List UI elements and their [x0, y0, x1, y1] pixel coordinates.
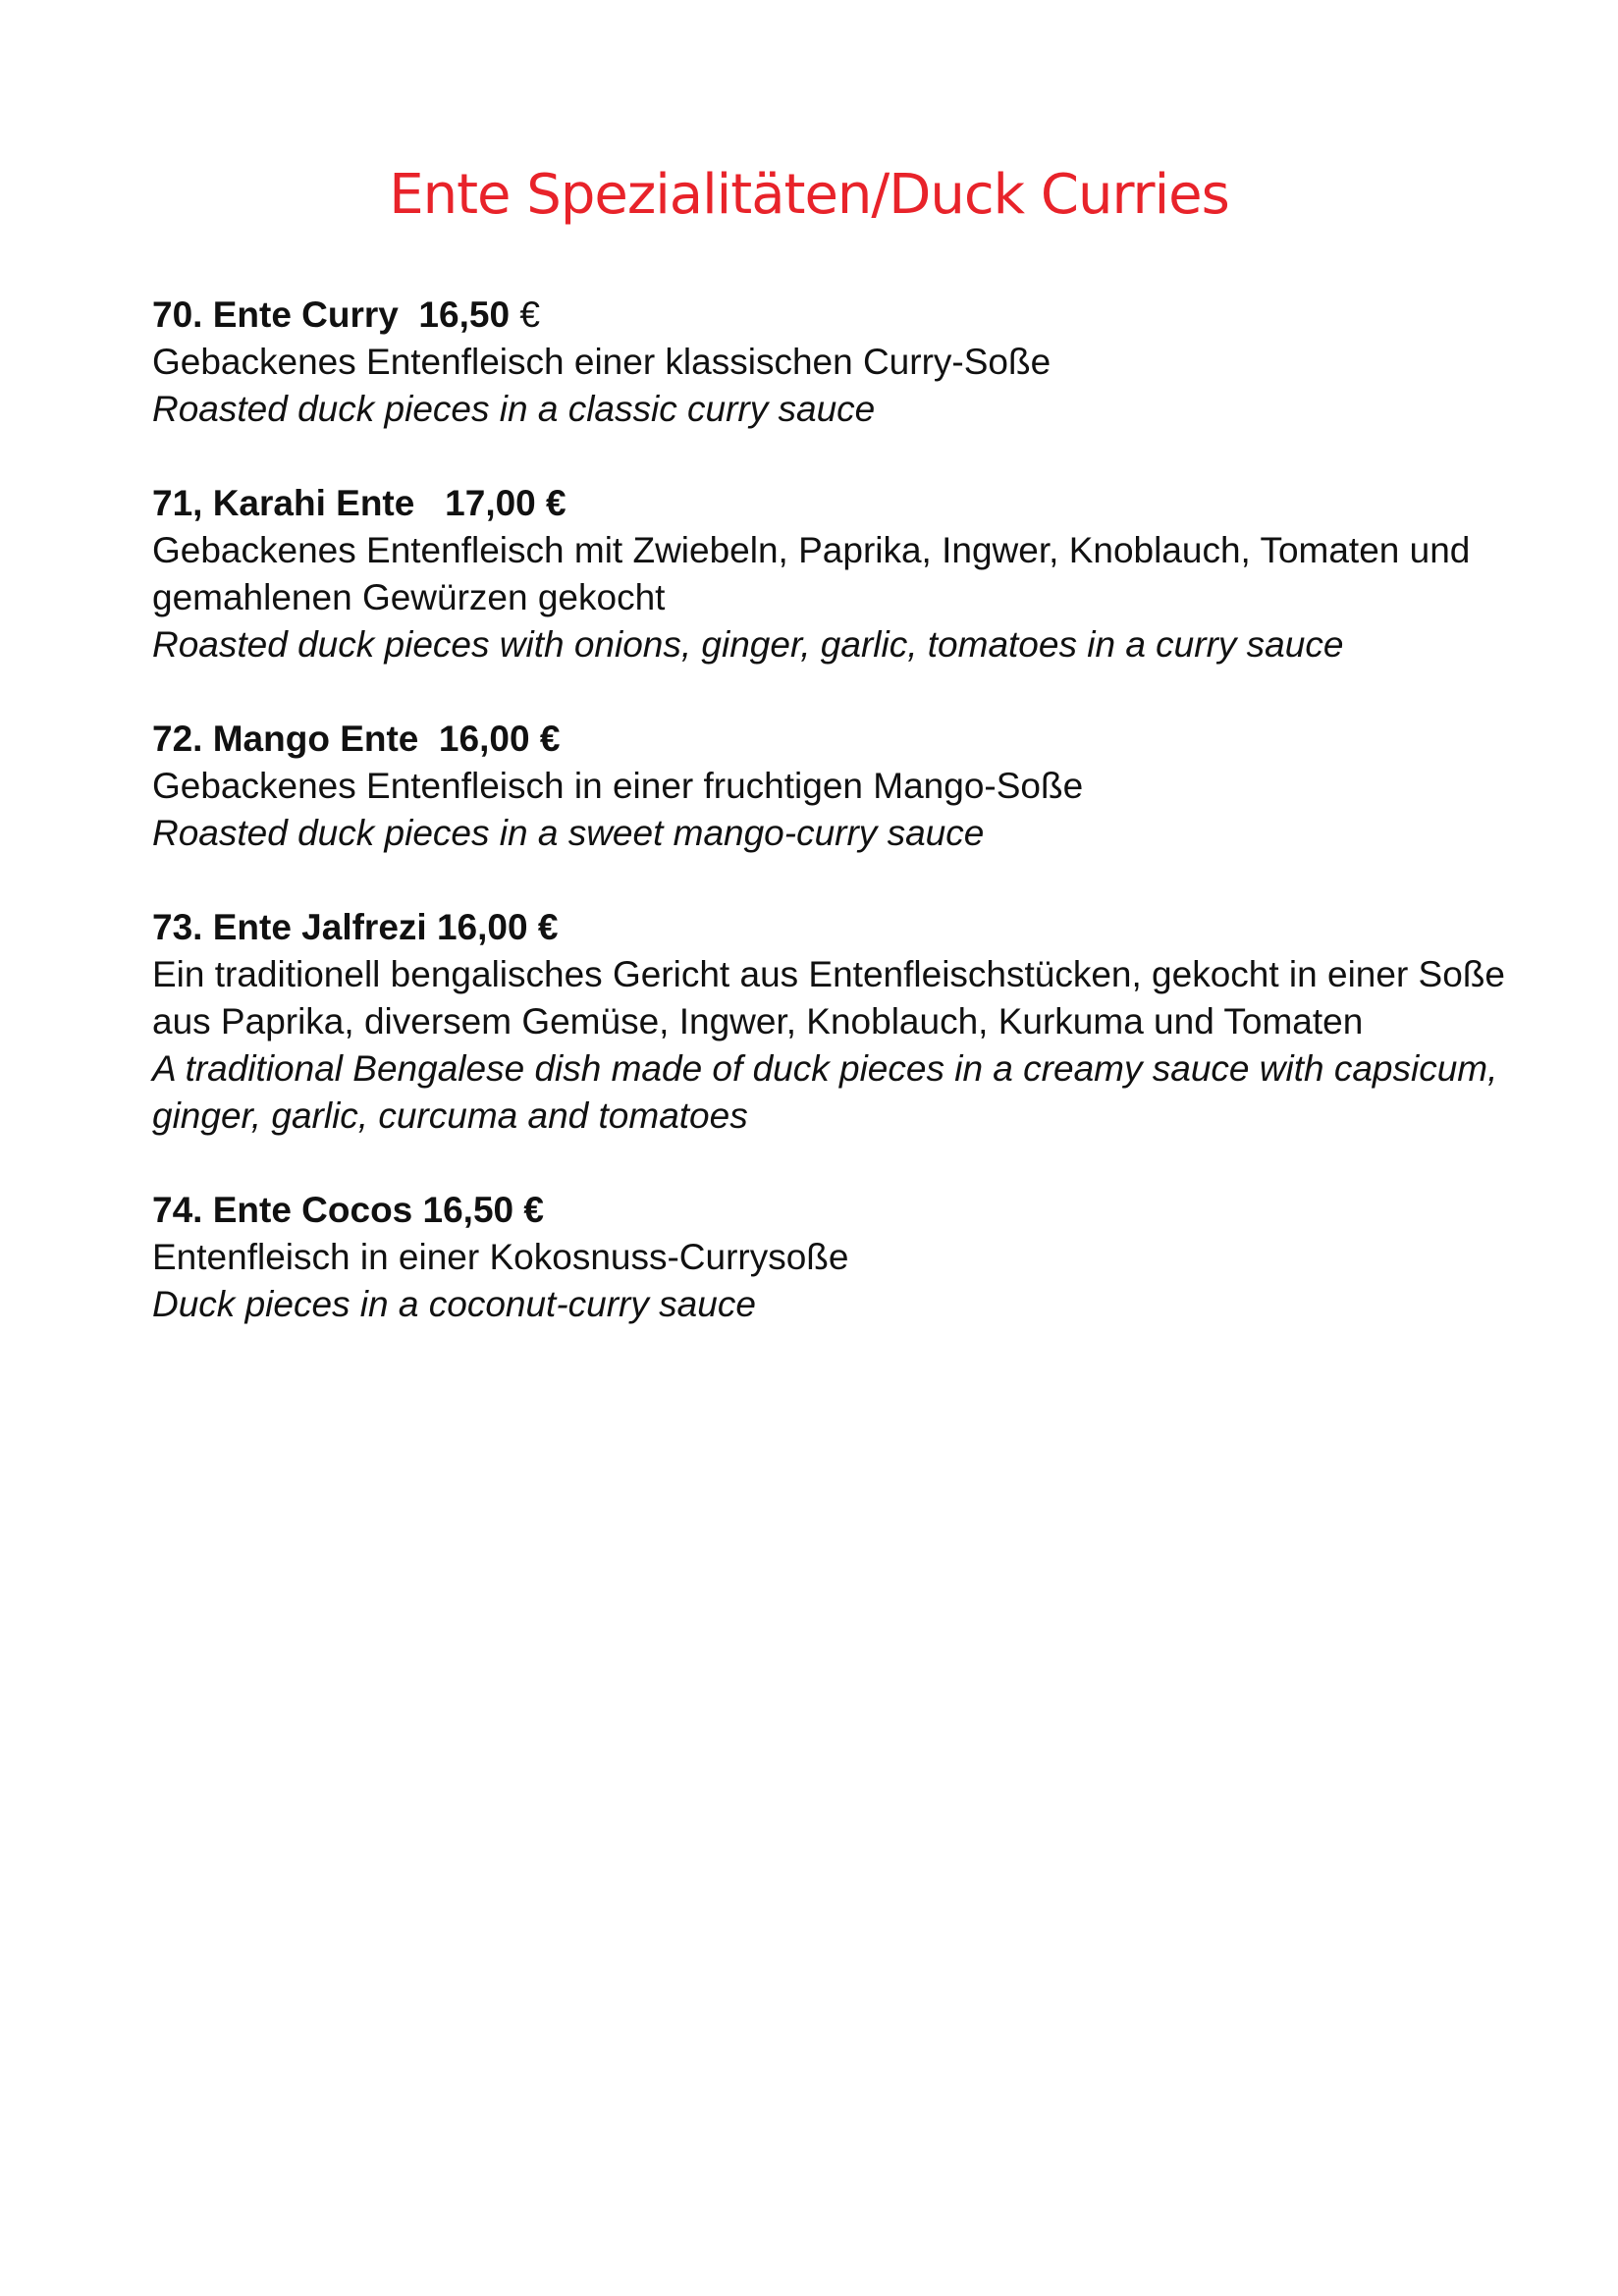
currency-symbol: €	[537, 907, 559, 947]
item-description-german: Gebackenes Entenfleisch in einer fruchtigen Mango-Soße	[152, 766, 1084, 806]
menu-item-73	[152, 904, 1527, 1140]
item-name-price: 72. Mango Ente 16,00	[152, 719, 540, 759]
page-title: Ente Spezialitäten/Duck Curries	[389, 163, 1229, 227]
item-description-english: Roasted duck pieces with onions, ginger, garlic, tomatoes in a curry sauce	[152, 624, 1344, 665]
item-name-price: 73. Ente Jalfrezi 16,00	[152, 907, 538, 947]
item-description-german: Gebackenes Entenfleisch mit Zwiebeln, Paprika, Ingwer, Knoblauch, Tomaten und gemahlenen Gewürzen gekocht	[152, 530, 1471, 617]
menu-item-70	[152, 292, 1527, 433]
item-description-german: Gebackenes Entenfleisch einer klassischen Curry-Soße	[152, 342, 1052, 382]
item-description-english: Duck pieces in a coconut-curry sauce	[152, 1284, 756, 1324]
menu-list	[152, 292, 1527, 1375]
item-description-english: Roasted duck pieces in a classic curry sauce	[152, 389, 876, 429]
item-description-english: A traditional Bengalese dish made of duck pieces in a creamy sauce with capsicum, ginger, garlic, curcuma and tomatoes	[152, 1048, 1498, 1136]
currency-symbol: €	[539, 719, 561, 759]
currency-symbol: €	[546, 483, 566, 523]
item-heading	[152, 716, 1527, 763]
currency-symbol: €	[523, 1190, 544, 1230]
item-heading	[152, 292, 1527, 339]
item-heading	[152, 480, 1527, 527]
currency-symbol: €	[519, 294, 540, 335]
item-heading	[152, 904, 1527, 951]
menu-item-74	[152, 1187, 1527, 1328]
menu-item-72	[152, 716, 1527, 857]
item-description-german: Entenfleisch in einer Kokosnuss-Currysoße	[152, 1237, 849, 1277]
item-description-english: Roasted duck pieces in a sweet mango-curry sauce	[152, 813, 985, 853]
item-description-german: Ein traditionell bengalisches Gericht aus Entenfleischstücken, gekocht in einer Soße aus Paprika, diversem Gemüse, Ingwer, Knoblauch, Kurkuma und Tomaten	[152, 954, 1505, 1041]
item-heading	[152, 1187, 1527, 1234]
item-name-price: 74. Ente Cocos 16,50	[152, 1190, 524, 1230]
item-name-price: 70. Ente Curry 16,50	[152, 294, 520, 335]
menu-item-71	[152, 480, 1527, 668]
item-name-price: 71, Karahi Ente 17,00	[152, 483, 547, 523]
